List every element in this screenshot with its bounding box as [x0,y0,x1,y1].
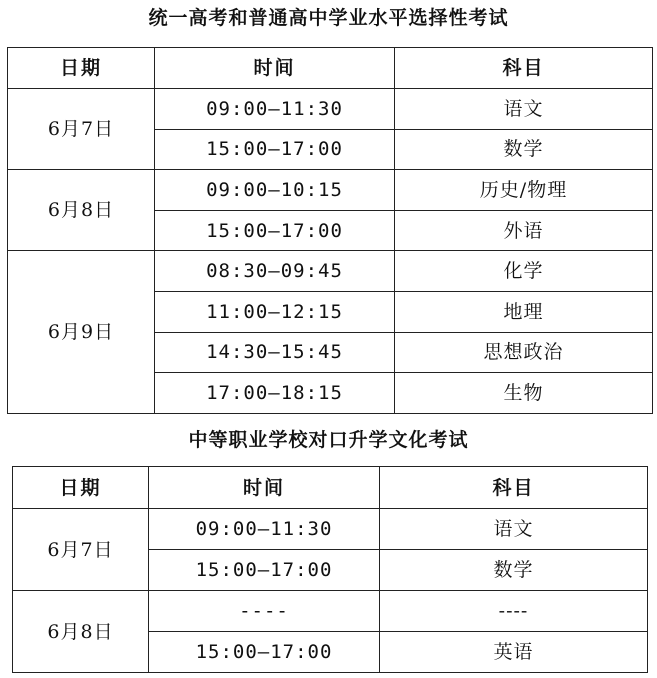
time-cell: 09:00—11:30 [155,89,395,130]
header-time: 时间 [149,467,380,509]
time-cell: ---- [149,591,380,632]
table-row [8,170,653,211]
date-cell: 6月7日 [13,509,149,591]
header-subject: 科目 [380,467,648,509]
subject-cell: 化学 [395,251,653,292]
header-date: 日期 [8,48,155,89]
header-subject: 科目 [395,48,653,89]
table-row [8,89,653,130]
time-cell: 09:00—10:15 [155,170,395,211]
table-row [8,251,653,292]
header-time: 时间 [155,48,395,89]
time-cell: 11:00—12:15 [155,291,395,332]
date-cell: 6月7日 [8,89,155,170]
time-cell: 08:30—09:45 [155,251,395,292]
time-cell: 15:00—17:00 [149,550,380,591]
subject-cell: 英语 [380,632,648,673]
table-header-row [8,48,653,89]
subject-cell: 语文 [395,89,653,130]
time-cell: 15:00—17:00 [155,129,395,170]
subject-cell: 语文 [380,509,648,550]
time-cell: 15:00—17:00 [155,210,395,251]
section-title: 统一高考和普通高中学业水平选择性考试 [148,7,509,29]
subject-cell: 历史/物理 [395,170,653,211]
table-header-row [13,467,648,509]
table-row [13,509,648,550]
exam-schedule-table [12,466,648,673]
time-cell: 17:00—18:15 [155,373,395,414]
subject-cell: ---- [380,591,648,632]
exam-schedule-table [7,47,653,414]
time-cell: 14:30—15:45 [155,332,395,373]
table-row [13,591,648,632]
subject-cell: 思想政治 [395,332,653,373]
section-title: 中等职业学校对口升学文化考试 [188,429,469,451]
subject-cell: 生物 [395,373,653,414]
subject-cell: 数学 [395,129,653,170]
subject-cell: 数学 [380,550,648,591]
subject-cell: 外语 [395,210,653,251]
time-cell: 09:00—11:30 [149,509,380,550]
subject-cell: 地理 [395,291,653,332]
time-cell: 15:00—17:00 [149,632,380,673]
header-date: 日期 [13,467,149,509]
date-cell: 6月8日 [13,591,149,673]
date-cell: 6月8日 [8,170,155,251]
date-cell: 6月9日 [8,251,155,413]
